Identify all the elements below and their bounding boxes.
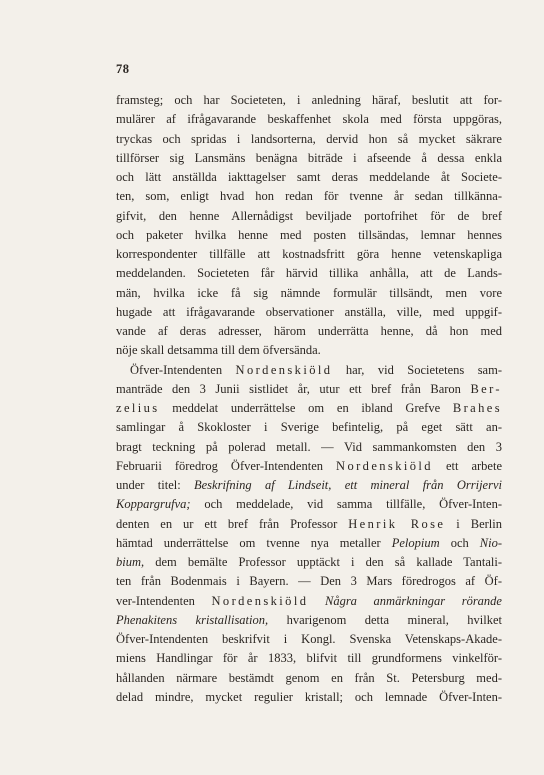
text-run: ett arbete [432,458,502,473]
text-run: gifvit, den henne Allernådigst beviljade portofrihet för de bref [116,208,502,223]
text-run: Öfver-Intendenten beskrifvit i Kongl. Svenska Vetenskaps-Akade- [116,632,502,646]
text-run: under titel: [116,478,194,492]
text-run: meddelanden. Societeten får härvid tillika anhålla, att de Lands- [116,266,502,281]
italic-title-text: Nio- [479,535,502,550]
text-line [116,322,502,341]
text-run [308,594,325,608]
text-run: bragt teckning på polerad metall. — Vid sammankomsten den 3 [116,439,502,454]
text-run: ver-Intendenten [116,593,212,608]
text-line [116,457,502,476]
text-line [116,341,502,360]
text-run: korrespondenter tillfälle att kostnadsfritt göra henne vetenskapliga [116,247,502,261]
text-run: tryckas och spridas i landsorterna, dervid hon så mycket säkrare [116,131,502,146]
text-line [116,438,502,457]
text-run: mulärer af ifrågavarande beskaffenhet skola med första uppgöras, [116,112,502,127]
text-run: meddelat underrättelse om en ibland Grefve [159,401,453,415]
text-line [116,303,502,322]
spaced-name-text: Nordenskiöld [336,458,433,473]
text-line [116,553,502,572]
text-line [116,572,502,591]
text-line [116,284,502,303]
text-run: tillförser sig Lansmäns benägna biträde i afseende å dessa enkla [116,150,502,165]
italic-title-text: Pelopium [391,535,440,550]
text-line [116,245,502,264]
text-run: framsteg; och har Societeten, i anledning häraf, beslutit att for- [116,93,502,107]
text-line [116,476,502,495]
text-run: nöje skall detsamma till dem öfversända. [116,343,321,358]
text-run: Februarii föredrog Öfver-Intendenten [116,458,337,473]
text-line [116,669,502,688]
text-line [116,418,502,437]
page-number: 78 [116,62,130,76]
text-line [116,130,502,149]
italic-title-text: bium, [116,555,145,569]
spaced-name-text: Brahes [452,401,502,415]
spaced-name-text: zelius [116,401,160,415]
text-line [116,110,502,129]
text-line [116,649,502,668]
text-run: Öfver-Intendenten [130,362,236,377]
text-line [116,91,502,110]
text-line [116,611,502,630]
spaced-name-text: Nordenskiöld [235,362,333,377]
text-run: och lätt anställda iakttagelser samt deras meddelande åt Societe- [116,170,502,184]
text-run: hämtad underrättelse om tvenne nya metaller [116,535,392,550]
text-run: ten från Bodenmais i Bayern. — Den 3 Mars föredrogos af Öf- [116,574,502,589]
text-run: samlingar å Skokloster i Sverige befintelig, på eget sätt an- [116,420,502,435]
text-run: dem bemälte Professor upptäckt i den så kallade Tantali- [144,555,502,569]
text-run: och meddelade, vid samma tillfälle, Öfver-Inten- [190,497,502,512]
text-run: manträde den 3 Junii sistlidet år, utur ett bref från Baron [116,381,471,396]
text-run: miens Handlingar för år 1833, blifvit till grundformens vinkelför- [116,651,502,666]
text-line [116,226,502,245]
text-run: i Berlin [445,516,502,531]
text-line [116,207,502,226]
text-line [116,592,502,611]
text-line [116,149,502,168]
spaced-name-text: Ber- [470,381,502,396]
italic-title-text: Några anmärkningar rörande [324,593,502,608]
text-run: ten, som, enligt hvad hon redan för tvenne år sedan tillkänna- [116,189,502,204]
text-line [116,168,502,187]
text-line [116,264,502,283]
text-run: denten en ur ett bref från Professor [116,516,349,531]
text-line [116,630,502,649]
text-run: och [439,535,480,550]
spaced-name-text: Nordenskiöld [211,593,309,608]
text-line [116,495,502,514]
spaced-name-text: Henrik Rose [348,516,446,531]
italic-title-text: Phenakitens kristallisation, [116,612,269,627]
text-line [116,187,502,206]
text-run: och paketer hvilka henne med posten tillsändas, lemnar hennes [116,227,502,242]
text-line [116,688,502,707]
text-line [116,361,502,380]
text-line [116,399,502,418]
text-run: hvarigenom detta mineral, hvilket [268,612,502,627]
text-line [116,515,502,534]
text-run: delad mindre, mycket regulier kristall; och lemnade Öfver-Inten- [116,689,502,704]
text-line [116,380,502,399]
text-run: hållanden närmare bestämdt genom en från St. Petersburg med- [116,670,502,685]
italic-title-text: Koppargrufva; [116,497,191,512]
text-run: hugade att ifrågavarande observationer anställa, ville, med uppgif- [116,304,502,319]
text-run: vande af deras adresser, härom underrätta henne, då hon med [116,324,502,338]
text-run: män, hvilka icke få sig nämnde formulär tillsändt, men vore [116,285,502,300]
body-text [116,91,502,707]
text-line [116,534,502,553]
text-run: har, vid Societetens sam- [332,362,502,377]
italic-title-text: Beskrifning af Lindseit, ett mineral från Orrijervi [194,478,502,492]
